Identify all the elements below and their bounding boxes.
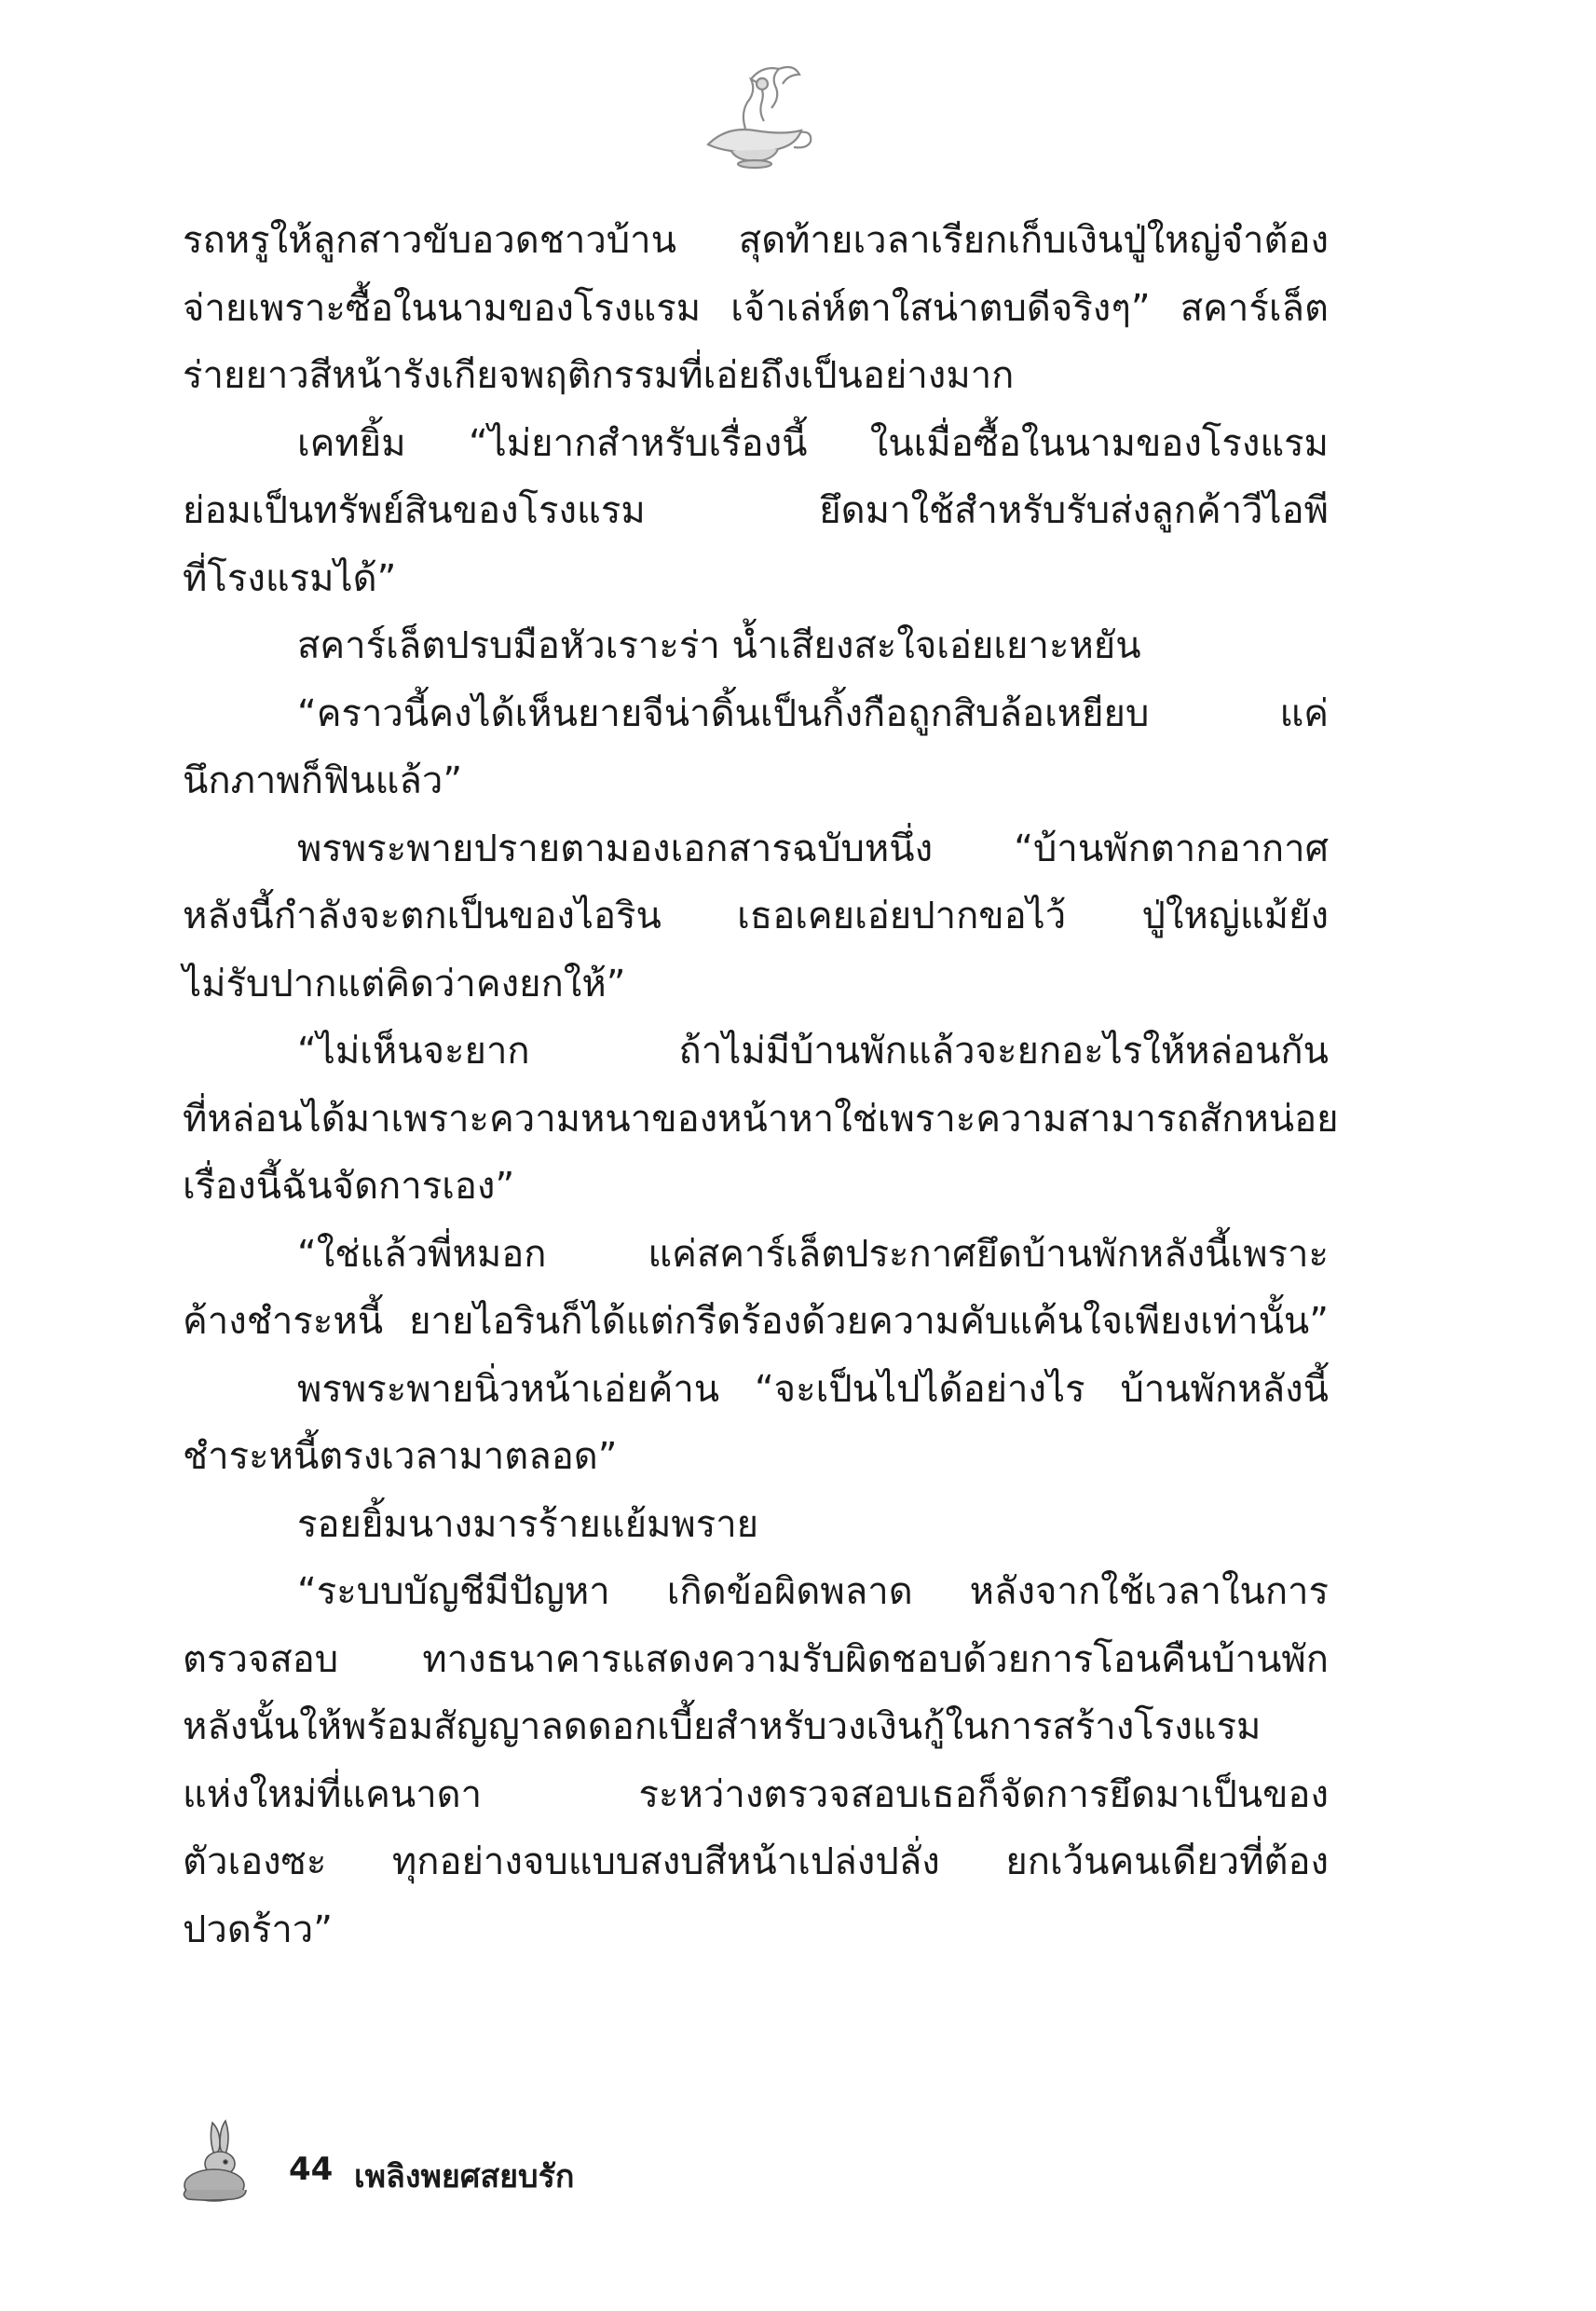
text-line: เคทยิ้ม “ไม่ยากสำหรับเรื่องนี้ ในเมื่อซื้อในนามของโรงแรม <box>297 421 1329 465</box>
text-line: พรพระพายนิ่วหน้าเอ่ยค้าน “จะเป็นไปได้อย่างไร บ้านพักหลังนี้ <box>297 1367 1329 1411</box>
text-line: หลังนี้กำลังจะตกเป็นของไอริน เธอเคยเอ่ยปากขอไว้ ปู่ใหญ่แม้ยัง <box>183 895 1329 937</box>
text-line: “ไม่เห็นจะยาก ถ้าไม่มีบ้านพักแล้วจะยกอะไรให้หล่อนกัน <box>297 1030 1329 1073</box>
text-line: ตัวเองซะ ทุกอย่างจบแบบสงบสีหน้าเปล่งปลั่ง ยกเว้นคนเดียวที่ต้อง <box>183 1840 1329 1883</box>
text-line: หลังนั้นให้พร้อมสัญญาลดดอกเบี้ยสำหรับวงเงินกู้ในการสร้างโรงแรม <box>183 1705 1262 1748</box>
text-line: รอยยิ้มนางมารร้ายแย้มพราย <box>297 1502 759 1546</box>
text-line: นึกภาพก็ฟินแล้ว” <box>183 759 463 802</box>
body-text <box>183 207 1339 1963</box>
genie-lamp-icon <box>689 56 820 177</box>
text-line: ปวดร้าว” <box>183 1908 333 1951</box>
text-line: ร่ายยาวสีหน้ารังเกียจพฤติกรรมที่เอ่ยถึงเป็นอย่างมาก <box>183 354 1015 397</box>
text-line: ชำระหนี้ตรงเวลามาตลอด” <box>183 1435 618 1478</box>
book-title: เพลิงพยศสยบรัก <box>354 2158 575 2195</box>
text-line: ตรวจสอบ ทางธนาคารแสดงความรับผิดชอบด้วยการโอนคืนบ้านพัก <box>183 1637 1329 1681</box>
text-line: ย่อมเป็นทรัพย์สินของโรงแรม ยึดมาใช้สำหรับรับส่งลูกค้าวีไอพี <box>183 489 1329 532</box>
text-line: พรพระพายปรายตามองเอกสารฉบับหนึ่ง “บ้านพักตากอากาศ <box>297 827 1329 870</box>
text-line: ที่โรงแรมได้” <box>183 556 397 600</box>
text-line: สคาร์เล็ตปรบมือหัวเราะร่า น้ำเสียงสะใจเอ่ยเยาะหยัน <box>297 624 1141 667</box>
text-line: เรื่องนี้ฉันจัดการเอง” <box>183 1165 515 1208</box>
text-line: “คราวนี้คงได้เห็นยายจีน่าดิ้นเป็นกิ้งกือถูกสิบล้อเหยียบ แค่ <box>297 691 1329 735</box>
text-line: ที่หล่อนได้มาเพราะความหนาของหน้าหาใช่เพราะความสามารถสักหน่อย <box>183 1097 1339 1141</box>
text-line: ค้างชำระหนี้ ยายไอรินก็ได้แต่กรีดร้องด้วยความคับแค้นใจเพียงเท่านั้น” <box>183 1300 1329 1343</box>
text-line: จ่ายเพราะซื้อในนามของโรงแรม เจ้าเล่ห์ตาใสน่าตบดีจริงๆ” สคาร์เล็ต <box>183 286 1329 330</box>
text-line: “ใช่แล้วพี่หมอก แค่สคาร์เล็ตประกาศยึดบ้านพักหลังนี้เพราะ <box>297 1232 1329 1276</box>
text-line: ไม่รับปากแต่คิดว่าคงยกให้” <box>183 962 626 1005</box>
page-footer <box>177 2115 922 2208</box>
text-line: “ระบบบัญชีมีปัญหา เกิดข้อผิดพลาด หลังจากใช้เวลาในการ <box>297 1570 1329 1613</box>
rabbit-icon <box>177 2115 261 2204</box>
page-number: 44 <box>289 2151 334 2188</box>
text-line: แห่งใหม่ที่แคนาดา ระหว่างตรวจสอบเธอก็จัดการยึดมาเป็นของ <box>183 1772 1329 1816</box>
text-line: รถหรูให้ลูกสาวขับอวดชาวบ้าน สุดท้ายเวลาเรียกเก็บเงินปู่ใหญ่จำต้อง <box>183 219 1329 262</box>
